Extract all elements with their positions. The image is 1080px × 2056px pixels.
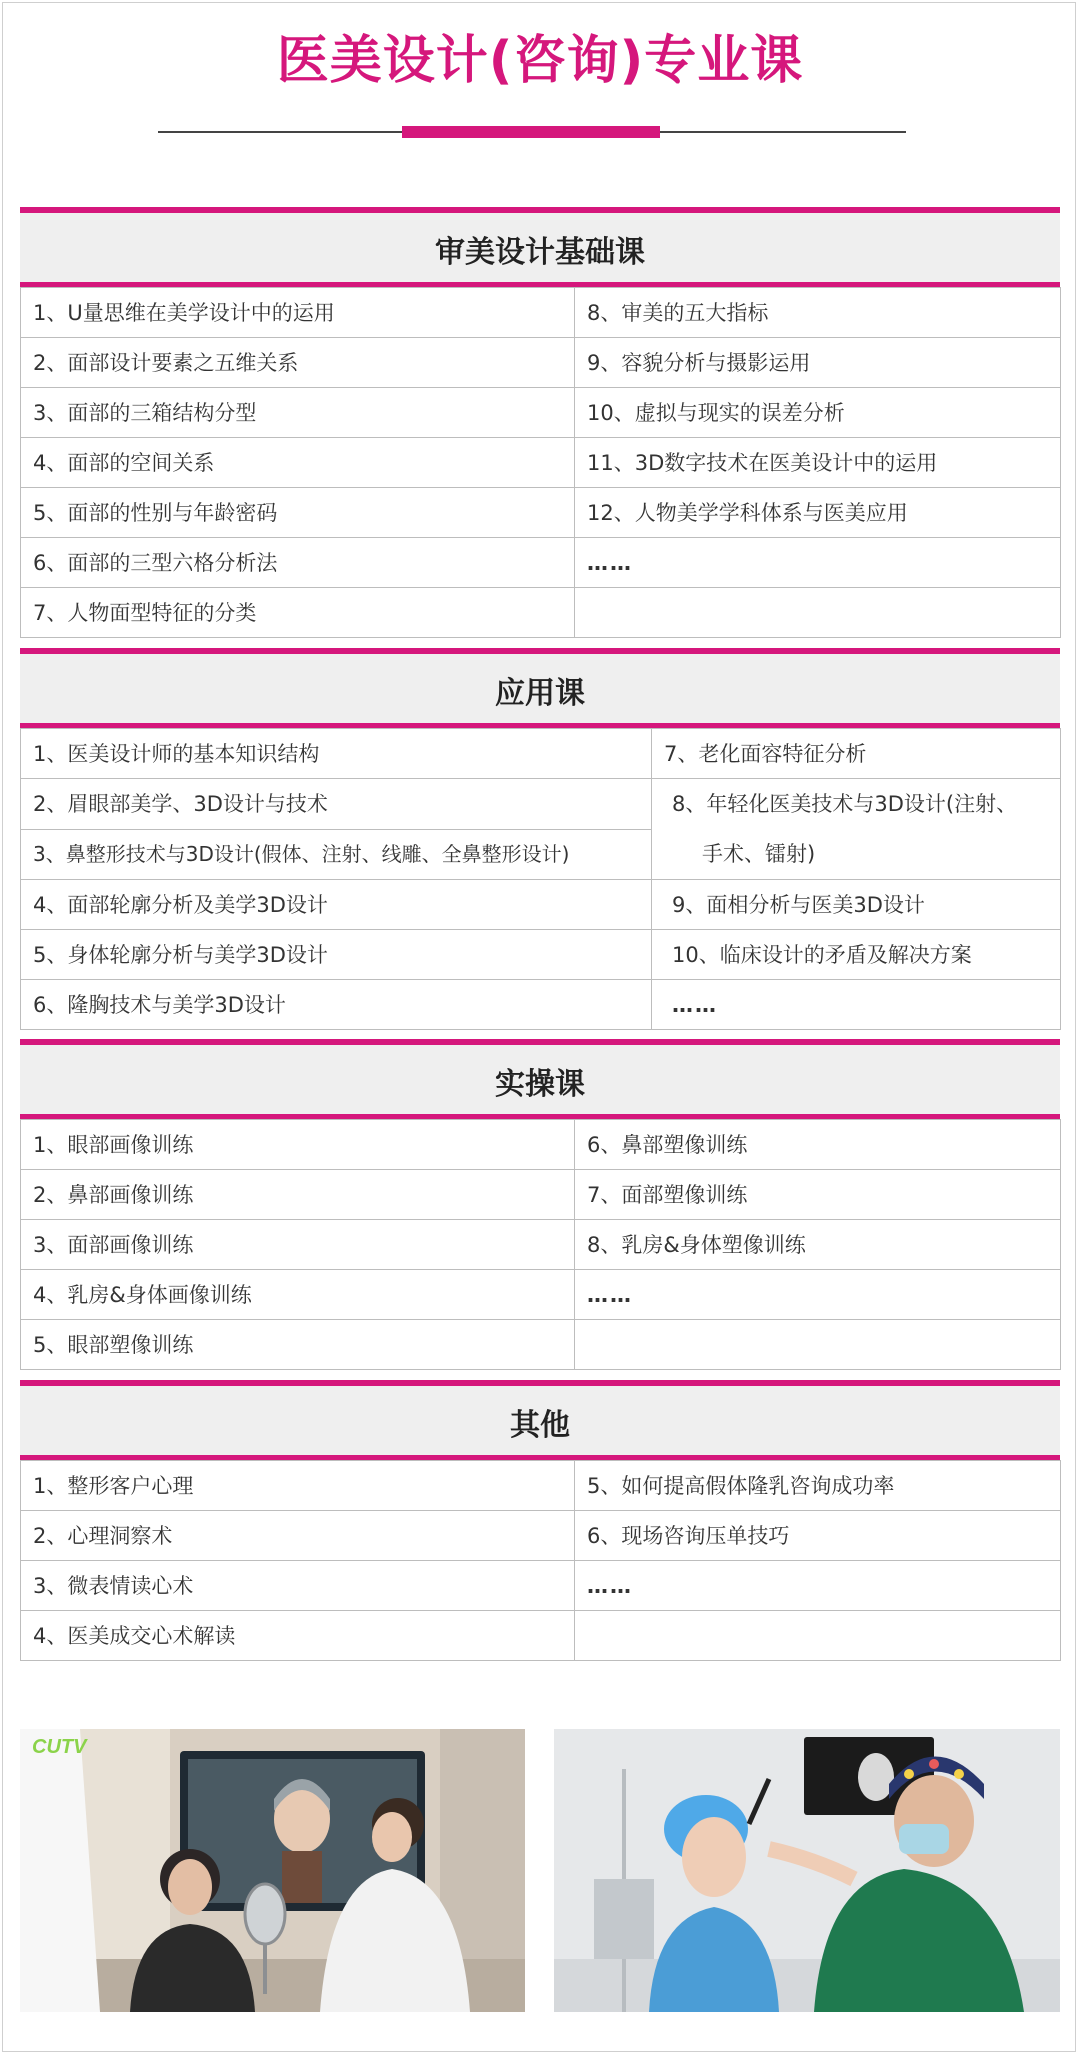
ellipsis: …… (575, 1270, 1061, 1320)
course-item: 1、整形客户心理 (21, 1461, 575, 1511)
table-row (21, 1611, 1061, 1661)
course-item: 1、眼部画像训练 (21, 1120, 575, 1170)
tv-logo: CUTV (32, 1736, 87, 1758)
table-row (21, 1511, 1061, 1561)
title-accent-bar (402, 126, 660, 138)
table-row (21, 388, 1061, 438)
course-item: 4、乳房&身体画像训练 (21, 1270, 575, 1320)
table-row (21, 588, 1061, 638)
course-item: 6、面部的三型六格分析法 (21, 538, 575, 588)
empty-cell (575, 588, 1061, 638)
section-aesthetic-basics (20, 207, 1060, 638)
course-item-line: 手术、镭射) (702, 842, 816, 866)
ellipsis: …… (575, 538, 1061, 588)
table-row (21, 980, 1061, 1030)
table-row (21, 288, 1061, 338)
course-item: 2、心理洞察术 (21, 1511, 575, 1561)
course-item: 3、微表情读心术 (21, 1561, 575, 1611)
course-item: 7、老化面容特征分析 (652, 729, 1061, 779)
ellipsis: …… (652, 980, 1061, 1030)
course-item: 4、面部的空间关系 (21, 438, 575, 488)
table-row (21, 488, 1061, 538)
course-item: 5、身体轮廓分析与美学3D设计 (21, 930, 652, 980)
course-item: 5、眼部塑像训练 (21, 1320, 575, 1370)
procedure-illustration (554, 1729, 1060, 2012)
course-item: 5、如何提高假体隆乳咨询成功率 (575, 1461, 1061, 1511)
table-row (21, 338, 1061, 388)
course-item: 6、现场咨询压单技巧 (575, 1511, 1061, 1561)
photo-consultation (20, 1729, 525, 2012)
course-item: 12、人物美学学科体系与医美应用 (575, 488, 1061, 538)
section-heading: 应用课 (20, 648, 1060, 728)
course-item: 4、医美成交心术解读 (21, 1611, 575, 1661)
table-row (21, 1461, 1061, 1511)
course-item: 1、医美设计师的基本知识结构 (21, 729, 652, 779)
course-table (20, 287, 1061, 638)
page-title: 医美设计(咨询)专业课 (276, 31, 804, 91)
table-row (21, 438, 1061, 488)
course-table (20, 1119, 1061, 1370)
table-row (21, 1170, 1061, 1220)
section-other (20, 1380, 1060, 1661)
course-item: 2、鼻部画像训练 (21, 1170, 575, 1220)
course-item: 4、面部轮廓分析及美学3D设计 (21, 880, 652, 930)
course-item: 1、U量思维在美学设计中的运用 (21, 288, 575, 338)
course-table (20, 1460, 1061, 1661)
course-item: 9、容貌分析与摄影运用 (575, 338, 1061, 388)
course-item: 3、面部的三箱结构分型 (21, 388, 575, 438)
table-row (21, 1220, 1061, 1270)
course-item: 3、面部画像训练 (21, 1220, 575, 1270)
course-table (20, 728, 1061, 1030)
course-item: 3、鼻整形技术与3D设计(假体、注射、线雕、全鼻整形设计) (21, 829, 652, 880)
table-row (21, 1561, 1061, 1611)
course-item: 9、面相分析与医美3D设计 (652, 880, 1061, 930)
empty-cell (575, 1611, 1061, 1661)
table-row (21, 729, 1061, 779)
table-row (21, 1120, 1061, 1170)
photo-procedure (554, 1729, 1060, 2012)
course-item: 11、3D数字技术在医美设计中的运用 (575, 438, 1061, 488)
empty-cell (575, 1320, 1061, 1370)
section-application (20, 648, 1060, 1030)
ellipsis: …… (575, 1561, 1061, 1611)
course-item-line: 8、年轻化医美技术与3D设计(注射、 (672, 792, 1018, 816)
course-item (652, 779, 1061, 880)
course-item: 7、面部塑像训练 (575, 1170, 1061, 1220)
table-row (21, 1320, 1061, 1370)
course-item: 10、虚拟与现实的误差分析 (575, 388, 1061, 438)
table-row (21, 779, 1061, 830)
course-item: 5、面部的性别与年龄密码 (21, 488, 575, 538)
course-item: 10、临床设计的矛盾及解决方案 (652, 930, 1061, 980)
course-item: 2、眉眼部美学、3D设计与技术 (21, 779, 652, 830)
course-item: 2、面部设计要素之五维关系 (21, 338, 575, 388)
table-row (21, 538, 1061, 588)
course-item: 6、隆胸技术与美学3D设计 (21, 980, 652, 1030)
section-heading: 实操课 (20, 1039, 1060, 1119)
course-item: 6、鼻部塑像训练 (575, 1120, 1061, 1170)
section-heading: 审美设计基础课 (20, 207, 1060, 287)
course-item: 8、乳房&身体塑像训练 (575, 1220, 1061, 1270)
course-item: 7、人物面型特征的分类 (21, 588, 575, 638)
table-row (21, 880, 1061, 930)
table-row (21, 930, 1061, 980)
table-row (21, 1270, 1061, 1320)
consultation-illustration (20, 1729, 525, 2012)
section-practice (20, 1039, 1060, 1370)
course-item: 8、审美的五大指标 (575, 288, 1061, 338)
section-heading: 其他 (20, 1380, 1060, 1460)
